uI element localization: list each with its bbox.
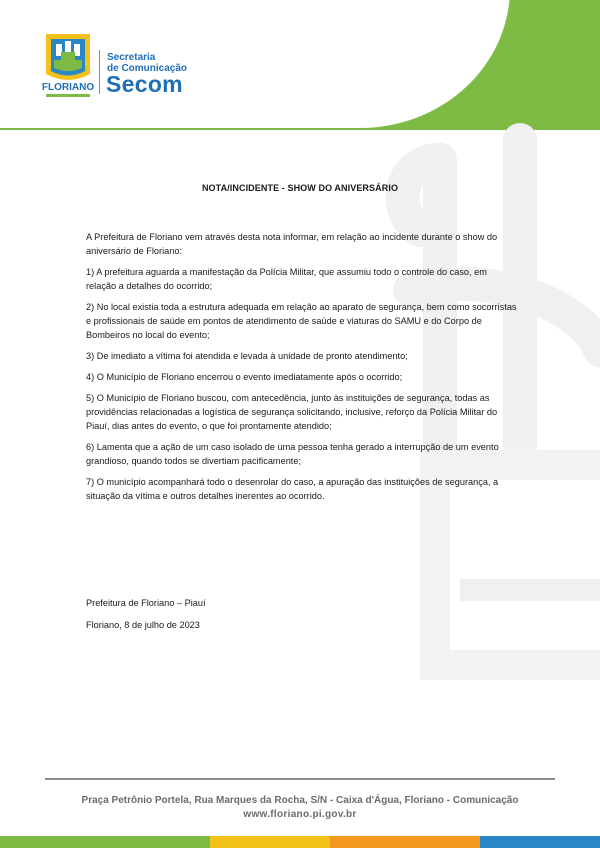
footer-divider <box>45 778 555 780</box>
paragraph-item-3: 3) De imediato a vítima foi atendida e levada à unidade de pronto atendimento; <box>86 351 408 361</box>
document-title: NOTA/INCIDENTE - SHOW DO ANIVERSÁRIO <box>201 183 399 193</box>
secom-line-1: Secretaria <box>107 52 156 63</box>
logo-divider <box>99 50 100 94</box>
color-bar-blue <box>480 836 600 848</box>
floriano-logo-text: FLORIANO <box>41 82 95 93</box>
footer-website-link[interactable]: www.floriano.pi.gov.br <box>243 809 357 820</box>
color-bar-orange <box>330 836 480 848</box>
color-bar-yellow <box>210 836 330 848</box>
paragraph-item-7: 7) O município acompanhará todo o desenrolar do caso, a apuração das instituições de segurança, a situação da vítima e outros detalhes inerentes ao ocorrido. <box>86 477 499 501</box>
paragraph-item-5: 5) O Município de Floriano buscou, com antecedência, junto às instituições de segurança, todas as providências relacionadas a logística de segurança solicitando, inclusive, reforço da Polícia Militar do Piauí, dias antes do evento, o que foi prontamente atendido; <box>86 393 498 431</box>
color-bar-green <box>0 836 210 848</box>
paragraph-item-2: 2) No local existia toda a estrutura adequada em relação ao aparato de segurança, bem como socorristas e profissionais de saúde em pontos de atendimento de saúde e viaturas do SAMU e do Corpo de Bombeiros no local do evento; <box>86 302 517 340</box>
paragraph-item-4: 4) O Município de Floriano encerrou o evento imediatamente após o ocorrido; <box>86 372 403 382</box>
floriano-logo <box>40 30 96 100</box>
signature-date: Floriano, 8 de julho de 2023 <box>86 620 200 630</box>
footer-color-bar <box>0 836 600 848</box>
document-body <box>86 230 518 510</box>
signature-organization: Prefeitura de Floriano – Piauí <box>86 598 206 608</box>
paragraph-item-1: 1) A prefeitura aguarda a manifestação da Polícia Militar, que assumiu todo o controle do caso, em relação a detalhes do ocorrido; <box>86 267 487 291</box>
paragraph-item-6: 6) Lamenta que a ação de um caso isolado de uma pessoa tenha gerado a interrupção de um evento grandioso, quando todos se divertiam pacificamente; <box>86 442 499 466</box>
secom-line-2: de Comunicação <box>107 63 188 74</box>
paragraph-intro: A Prefeitura de Floriano vem através desta nota informar, em relação ao incidente durante o show do aniversário de Floriano: <box>86 232 498 256</box>
footer-address: Praça Petrônio Portela, Rua Marques da Rocha, S/N - Caixa d'Água, Floriano - Comunicação <box>81 795 519 806</box>
secom-logo-title: Secom <box>106 71 183 97</box>
